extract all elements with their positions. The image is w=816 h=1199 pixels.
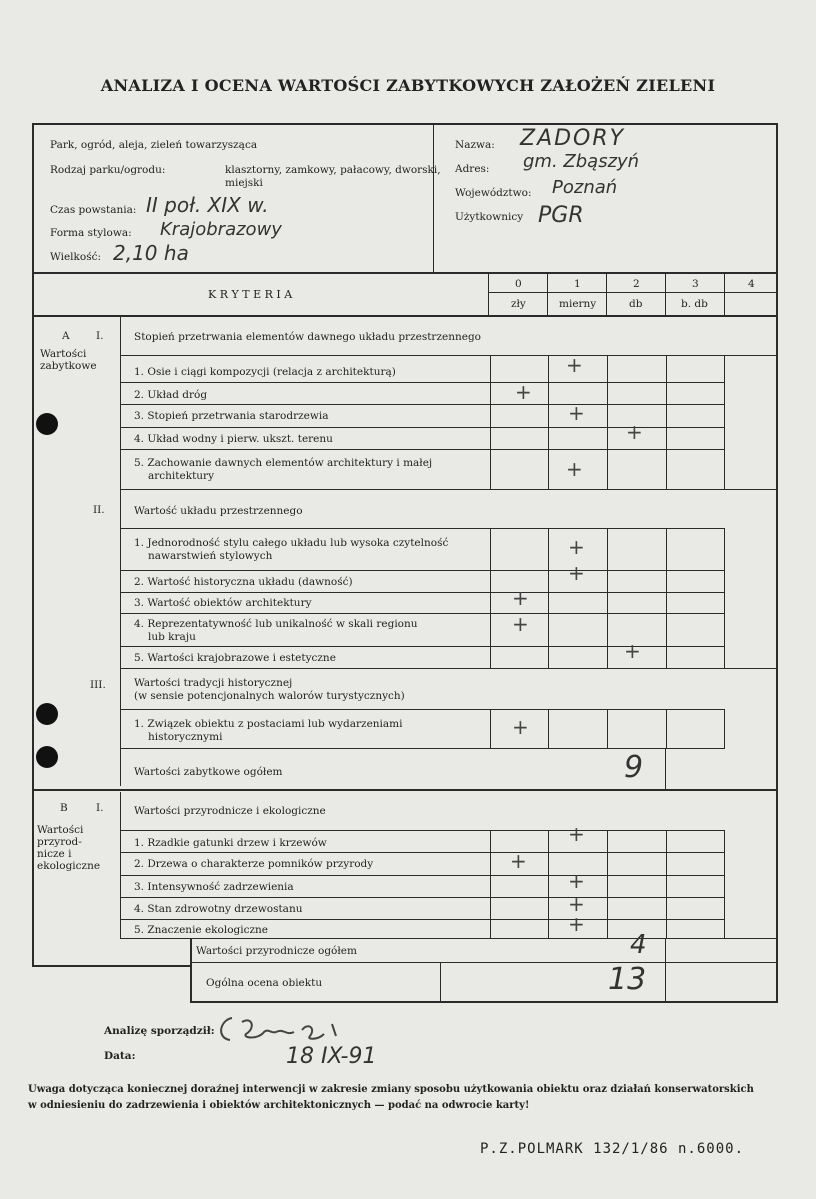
- criterion-a1-1: 1. Osie i ciągi kompozycji (relacja z architekturą): [134, 366, 396, 378]
- address-value: gm. Zbąszyń: [523, 151, 640, 172]
- section-a-letter: A: [62, 330, 70, 342]
- print-code: P.Z.POLMARK 132/1/86 n.6000.: [480, 1141, 745, 1157]
- size-label: Wielkość:: [50, 251, 102, 263]
- mark-a3-1-bad: +: [512, 715, 529, 739]
- mark-b1-3-mediocre: +: [568, 869, 585, 893]
- scale-label-mediocre: mierny: [559, 298, 597, 310]
- section-b-total-value: 4: [630, 930, 647, 960]
- criterion-a2-5: 5. Wartości krajobrazowe i estetyczne: [134, 652, 336, 664]
- mark-a2-2-mediocre: +: [568, 561, 585, 585]
- criterion-a1-2: 2. Układ dróg: [134, 389, 208, 401]
- mark-a2-5-good: +: [624, 639, 641, 663]
- creation-time-label: Czas powstania:: [50, 204, 137, 216]
- criterion-a2-1: 1. Jednorodność stylu całego układu lub wysoka czytelność: [134, 537, 449, 549]
- analysis-author-label: Analizę sporządził:: [104, 1025, 215, 1037]
- scale-label-very-good: b. db: [681, 298, 708, 310]
- scale-label-bad: zły: [511, 298, 526, 310]
- section-a-total-label: Wartości zabytkowe ogółem: [134, 766, 283, 778]
- mark-a1-1-mediocre: +: [566, 353, 583, 377]
- scale-number-1: 1: [574, 278, 581, 290]
- scale-number-4: 4: [748, 278, 755, 290]
- style-form-value: Krajobrazowy: [160, 219, 282, 240]
- criterion-a3-1: 1. Związek obiektu z postaciami lub wydarzeniami: [134, 718, 403, 730]
- criterion-b1-2: 2. Drzewa o charakterze pomników przyrody: [134, 858, 374, 870]
- criterion-a2-4: 4. Reprezentatywność lub unikalność w skali regionu: [134, 618, 418, 630]
- mark-a1-4-good: +: [626, 420, 643, 444]
- name-label: Nazwa:: [455, 139, 495, 151]
- mark-a2-3-bad: +: [512, 586, 529, 610]
- address-label: Adres:: [455, 163, 490, 175]
- section-b-name-1: Wartości: [37, 824, 84, 836]
- section-b-name-2: przyrod-: [37, 836, 82, 848]
- criterion-b1-5: 5. Znaczenie ekologiczne: [134, 924, 269, 936]
- group-b1-title: Wartości przyrodnicze i ekologiczne: [134, 805, 326, 817]
- note-line-1: Uwaga dotycząca koniecznej doraźnej interwencji w zakresie zmiany sposobu użytkowania obiektu oraz działań konserwatorskich: [28, 1084, 754, 1095]
- mark-a1-2-bad: +: [515, 380, 532, 404]
- criterion-a3-1-cont: historycznymi: [148, 731, 223, 743]
- users-label: Użytkownicy: [455, 211, 524, 223]
- section-a-total-value: 9: [624, 750, 644, 785]
- criterion-a1-5: 5. Zachowanie dawnych elementów architektury i małej: [134, 457, 433, 469]
- scale-number-0: 0: [515, 278, 522, 290]
- mark-a1-5-mediocre: +: [566, 457, 583, 481]
- section-b-total-label: Wartości przyrodnicze ogółem: [196, 945, 357, 957]
- mark-a2-1-mediocre: +: [568, 535, 585, 559]
- mark-b1-2-bad: +: [510, 849, 527, 873]
- scale-number-3: 3: [692, 278, 699, 290]
- scale-number-2: 2: [633, 278, 640, 290]
- criterion-b1-3: 3. Intensywność zadrzewienia: [134, 881, 294, 893]
- criterion-a2-3: 3. Wartość obiektów architektury: [134, 597, 312, 609]
- garden-type-options-2: miejski: [225, 177, 263, 189]
- overall-label: Ogólna ocena obiektu: [206, 977, 323, 989]
- form-title: ANALIZA I OCENA WARTOŚCI ZABYTKOWYCH ZAŁOŻEŃ ZIELENI: [100, 76, 716, 95]
- criterion-b1-4: 4. Stan zdrowotny drzewostanu: [134, 903, 303, 915]
- mark-b1-4-mediocre: +: [568, 892, 585, 916]
- garden-type-label: Rodzaj parku/ogrodu:: [50, 164, 166, 176]
- section-b-letter: B: [60, 802, 68, 814]
- overall-value: 13: [608, 962, 647, 997]
- group-a3-title: Wartości tradycji historycznej: [134, 677, 293, 689]
- voivodeship-value: Poznań: [552, 177, 618, 198]
- size-value: 2,10 ha: [113, 241, 189, 265]
- garden-type-options: klasztorny, zamkowy, pałacowy, dworski,: [225, 164, 441, 176]
- mark-a2-4-bad: +: [512, 612, 529, 636]
- section-a-roman-1: I.: [96, 330, 104, 342]
- criterion-a2-2: 2. Wartość historyczna układu (dawność): [134, 576, 353, 588]
- name-value: ZADORY: [520, 126, 626, 151]
- mark-a1-3-mediocre: +: [568, 401, 585, 425]
- style-form-label: Forma stylowa:: [50, 227, 132, 239]
- note-line-2: w odniesieniu do zadrzewienia i obiektów architektonicznych — podać na odwrocie karty!: [28, 1100, 530, 1111]
- group-a2-title: Wartość układu przestrzennego: [134, 505, 303, 517]
- group-a1-title: Stopień przetrwania elementów dawnego układu przestrzennego: [134, 331, 481, 343]
- section-b-name-4: ekologiczne: [37, 860, 101, 872]
- mark-b1-1-mediocre: +: [568, 822, 585, 846]
- criteria-header: K R Y T E R I A: [208, 288, 293, 301]
- date-value: 18 IX-91: [286, 1044, 377, 1069]
- scale-label-good: db: [629, 298, 643, 310]
- criterion-a2-4-cont: lub kraju: [148, 631, 196, 643]
- criterion-a1-3: 3. Stopień przetrwania starodrzewia: [134, 410, 329, 422]
- section-a-roman-2: II.: [93, 504, 105, 516]
- criterion-a1-5-cont: architektury: [148, 470, 215, 482]
- criterion-a1-4: 4. Układ wodny i pierw. ukszt. terenu: [134, 433, 333, 445]
- criterion-b1-1: 1. Rzadkie gatunki drzew i krzewów: [134, 837, 327, 849]
- section-b-name-3: nicze i: [37, 848, 72, 860]
- mark-b1-5-mediocre: +: [568, 912, 585, 936]
- section-b-roman: I.: [96, 802, 104, 814]
- voivodeship-label: Województwo:: [455, 187, 532, 199]
- section-a-name: Wartości zabytkowe: [40, 348, 97, 372]
- criterion-a2-1-cont: nawarstwień stylowych: [148, 550, 273, 562]
- users-value: PGR: [538, 203, 584, 228]
- date-label: Data:: [104, 1050, 136, 1062]
- punch-hole: [36, 746, 58, 768]
- creation-time-value: II poł. XIX w.: [146, 193, 269, 217]
- group-a3-subtitle: (w sensie potencjonalnych walorów turystycznych): [134, 690, 405, 702]
- punch-hole: [36, 413, 58, 435]
- punch-hole: [36, 703, 58, 725]
- section-a-roman-3: III.: [90, 679, 106, 691]
- park-type-label: Park, ogród, aleja, zieleń towarzysząca: [50, 139, 258, 151]
